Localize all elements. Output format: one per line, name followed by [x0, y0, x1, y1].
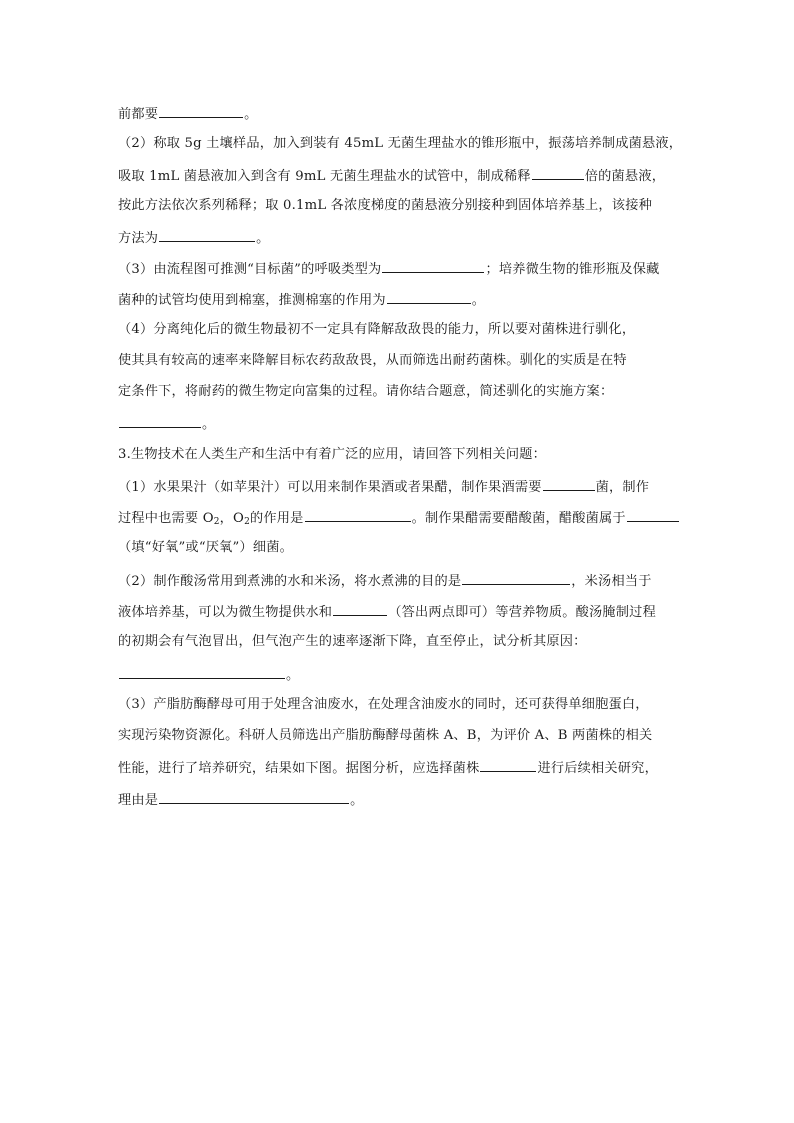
text-line — [118, 445, 546, 465]
text-line — [118, 351, 627, 371]
answer-blank[interactable] — [305, 507, 411, 522]
text-segment: （2）制作酸汤常用到煮沸的水和米汤，将水煮沸的目的是 — [118, 574, 462, 589]
text-line — [118, 726, 652, 746]
text-segment: 吸取 1mL 菌悬液加入到含有 9mL 无菌生理盐水的试管中，制成稀释 — [118, 169, 531, 184]
text-segment: 进行后续相关研究， — [537, 761, 658, 776]
text-line — [118, 413, 215, 435]
text-segment: 菌，制作 — [595, 480, 650, 495]
answer-blank[interactable] — [119, 413, 201, 428]
text-segment: （1）水果果汁（如苹果汁）可以用来制作果酒或者果醋，制作果酒需要 — [118, 480, 542, 495]
text-segment: 。 — [286, 668, 300, 683]
subscript: 2 — [213, 517, 220, 527]
text-line — [118, 258, 660, 280]
text-line — [118, 507, 680, 532]
text-segment: ；培养微生物的锥形瓶及保藏 — [485, 262, 660, 277]
text-line — [118, 103, 258, 125]
answer-blank[interactable] — [159, 103, 243, 118]
text-segment: 3.生物技术在人类生产和生活中有着广泛的应用，请回答下列相关问题： — [118, 447, 546, 462]
answer-blank[interactable] — [382, 258, 484, 273]
text-line — [118, 320, 635, 340]
text-segment: 。 — [350, 793, 364, 808]
text-segment: 的作用是 — [250, 511, 304, 526]
text-segment: 按此方法依次系列稀释；取 0.1mL 各浓度梯度的菌悬液分别接种到固体培养基上，该接种 — [118, 198, 652, 213]
text-line — [118, 570, 652, 592]
text-segment: 实现污染物资源化。科研人员筛选出产脂肪酶酵母菌株 A、B，为评价 A、B 两菌株的相关 — [118, 728, 653, 743]
text-segment: 。 — [202, 417, 216, 432]
answer-blank[interactable] — [159, 227, 255, 242]
text-segment: （答出两点即可）等营养物质。酸汤腌制过程 — [388, 605, 656, 620]
text-line — [118, 382, 613, 402]
text-segment: 液体培养基，可以为微生物提供水和 — [118, 605, 333, 620]
text-segment: 。制作果醋需要醋酸菌，醋酸菌属于 — [411, 511, 626, 526]
text-line — [118, 165, 665, 187]
text-segment: （4）分离纯化后的微生物最初不一定具有降解敌敌畏的能力，所以要对菌株进行驯化， — [118, 322, 636, 337]
text-line — [118, 227, 270, 249]
text-line — [118, 196, 652, 216]
text-segment: （3）产脂肪酶酵母可用于处理含油废水，在处理含油废水的同时，还可获得单细胞蛋白， — [118, 697, 649, 712]
text-line — [118, 538, 293, 558]
text-line — [118, 632, 587, 652]
text-segment: ，O — [219, 511, 245, 526]
text-line — [118, 695, 649, 715]
answer-blank[interactable] — [159, 789, 349, 804]
text-segment: 过程中也需要 O — [118, 511, 214, 526]
text-segment: 的初期会有气泡冒出，但气泡产生的速率逐渐下降，直至停止，试分析其原因： — [118, 634, 587, 649]
text-segment: 菌种的试管均使用到棉塞，推测棉塞的作用为 — [118, 293, 386, 308]
text-segment: 使其具有较高的速率来降解目标农药敌敌畏，从而筛选出耐药菌株。驯化的实质是在特 — [118, 353, 627, 368]
text-line — [118, 134, 682, 154]
text-segment: 。 — [244, 107, 258, 122]
text-line — [118, 289, 485, 311]
answer-blank[interactable] — [480, 757, 536, 772]
text-line — [118, 757, 658, 779]
text-segment: 定条件下，将耐药的微生物定向富集的过程。请你结合题意，简述驯化的实施方案： — [118, 384, 614, 399]
text-segment: 方法为 — [118, 231, 159, 246]
text-line — [118, 789, 364, 811]
subscript: 2 — [244, 517, 251, 527]
answer-blank[interactable] — [532, 165, 584, 180]
text-segment: （3）由流程图可推测“目标菌”的呼吸类型为 — [118, 262, 382, 277]
answer-blank[interactable] — [119, 664, 285, 679]
text-segment: （2）称取 5g 土壤样品，加入到装有 45mL 无菌生理盐水的锥形瓶中，振荡培养制成菌悬液， — [118, 136, 683, 151]
text-segment: 性能，进行了培养研究，结果如下图。据图分析，应选择菌株 — [118, 761, 480, 776]
text-segment: 前都要 — [118, 107, 159, 122]
text-segment: 理由是 — [118, 793, 159, 808]
text-segment: 倍的菌悬液， — [584, 169, 666, 184]
answer-blank[interactable] — [543, 476, 595, 491]
text-segment: 。 — [471, 293, 486, 308]
text-line — [118, 664, 299, 686]
text-segment: ，米汤相当于 — [571, 574, 652, 589]
text-segment: 。 — [256, 231, 270, 246]
text-line — [118, 601, 656, 623]
answer-blank[interactable] — [462, 570, 570, 585]
text-segment: （填“好氧”或“厌氧”）细菌。 — [118, 540, 294, 555]
text-line — [118, 476, 649, 498]
answer-blank[interactable] — [333, 601, 387, 616]
answer-blank[interactable] — [387, 289, 471, 304]
answer-blank[interactable] — [627, 507, 679, 522]
